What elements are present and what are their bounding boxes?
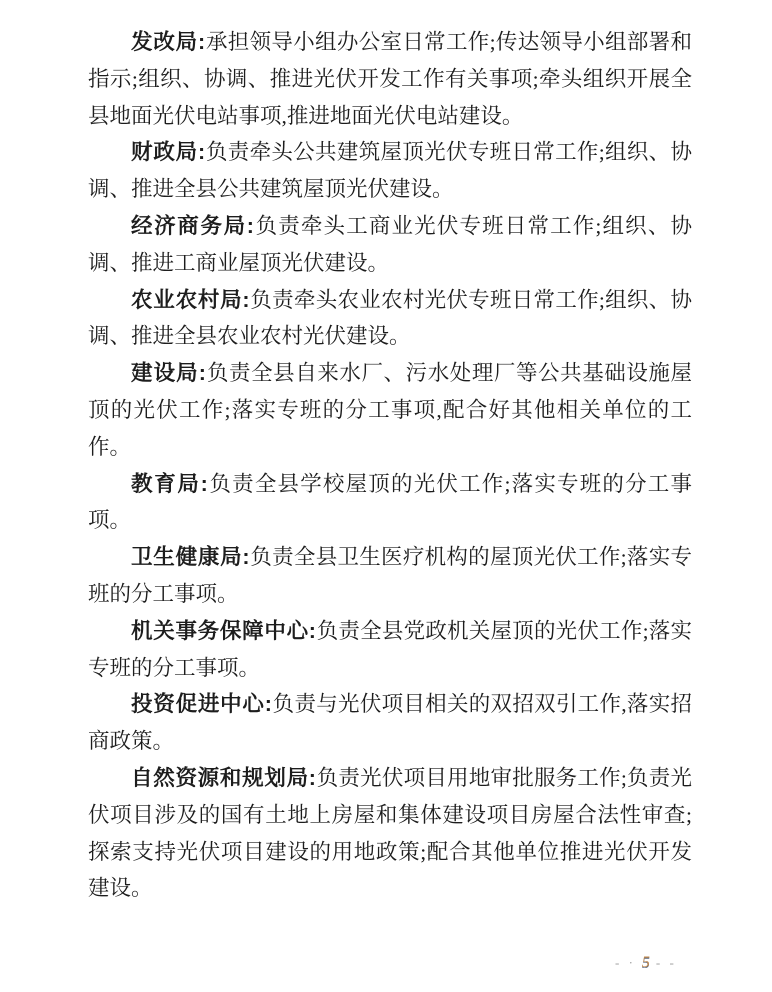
bureau-name: 财政局: — [131, 140, 206, 165]
bureau-duties: 负责全县党政机关屋顶的光伏工作;落实专班的分工事项。 — [88, 618, 692, 680]
bureau-duties: 负责光伏项目用地审批服务工作;负责光伏项目涉及的国有土地上房屋和集体建设项目房屋合法性审查;探索支持光伏项目建设的用地政策;配合其他单位推进光伏开发建设。 — [88, 765, 692, 901]
bureau-duties: 负责全县学校屋顶的光伏工作;落实专班的分工事项。 — [88, 471, 692, 533]
bureau-duties: 负责牵头公共建筑屋顶光伏专班日常工作;组织、协调、推进全县公共建筑屋顶光伏建设。 — [88, 140, 692, 202]
page-mark-left-dashes: - · — [615, 955, 636, 970]
document-body — [88, 24, 692, 907]
bureau-name: 经济商务局: — [131, 213, 255, 238]
page-number-mark — [615, 948, 677, 978]
paragraph-health-bureau — [88, 539, 692, 613]
bureau-name: 教育局: — [131, 471, 209, 496]
bureau-name: 自然资源和规划局: — [131, 765, 317, 790]
paragraph-natural-resources-planning-bureau — [88, 760, 692, 907]
page-mark-right-dashes: - - — [655, 955, 677, 970]
bureau-name: 卫生健康局: — [131, 545, 251, 570]
bureau-name: 机关事务保障中心: — [131, 618, 317, 643]
bureau-name: 投资促进中心: — [131, 692, 273, 717]
paragraph-development-reform-bureau — [88, 24, 692, 134]
page-number: 5 — [641, 954, 650, 971]
bureau-duties: 承担领导小组办公室日常工作;传达领导小组部署和指示;组织、协调、推进光伏开发工作有关事项;牵头组织开展全县地面光伏电站事项,推进地面光伏电站建设。 — [88, 30, 692, 128]
bureau-name: 发改局: — [131, 30, 206, 54]
paragraph-government-affairs-center — [88, 613, 692, 687]
bureau-duties: 负责全县卫生医疗机构的屋顶光伏工作;落实专班的分工事项。 — [88, 545, 692, 606]
paragraph-agriculture-rural-bureau — [88, 282, 692, 356]
paragraph-finance-bureau — [88, 134, 692, 208]
bureau-duties: 负责牵头农业农村光伏专班日常工作;组织、协调、推进全县农业农村光伏建设。 — [88, 287, 692, 349]
paragraph-economy-commerce-bureau — [88, 208, 692, 282]
bureau-name: 农业农村局: — [131, 287, 251, 312]
paragraph-investment-promotion-center — [88, 686, 692, 760]
bureau-duties: 负责全县自来水厂、污水处理厂等公共基础设施屋顶的光伏工作;落实专班的分工事项,配合好其他相关单位的工作。 — [88, 361, 692, 459]
bureau-duties: 负责牵头工商业光伏专班日常工作;组织、协调、推进工商业屋顶光伏建设。 — [88, 213, 692, 275]
paragraph-construction-bureau — [88, 355, 692, 465]
paragraph-education-bureau — [88, 466, 692, 540]
bureau-duties: 负责与光伏项目相关的双招双引工作,落实招商政策。 — [88, 692, 692, 754]
bureau-name: 建设局: — [131, 361, 207, 386]
